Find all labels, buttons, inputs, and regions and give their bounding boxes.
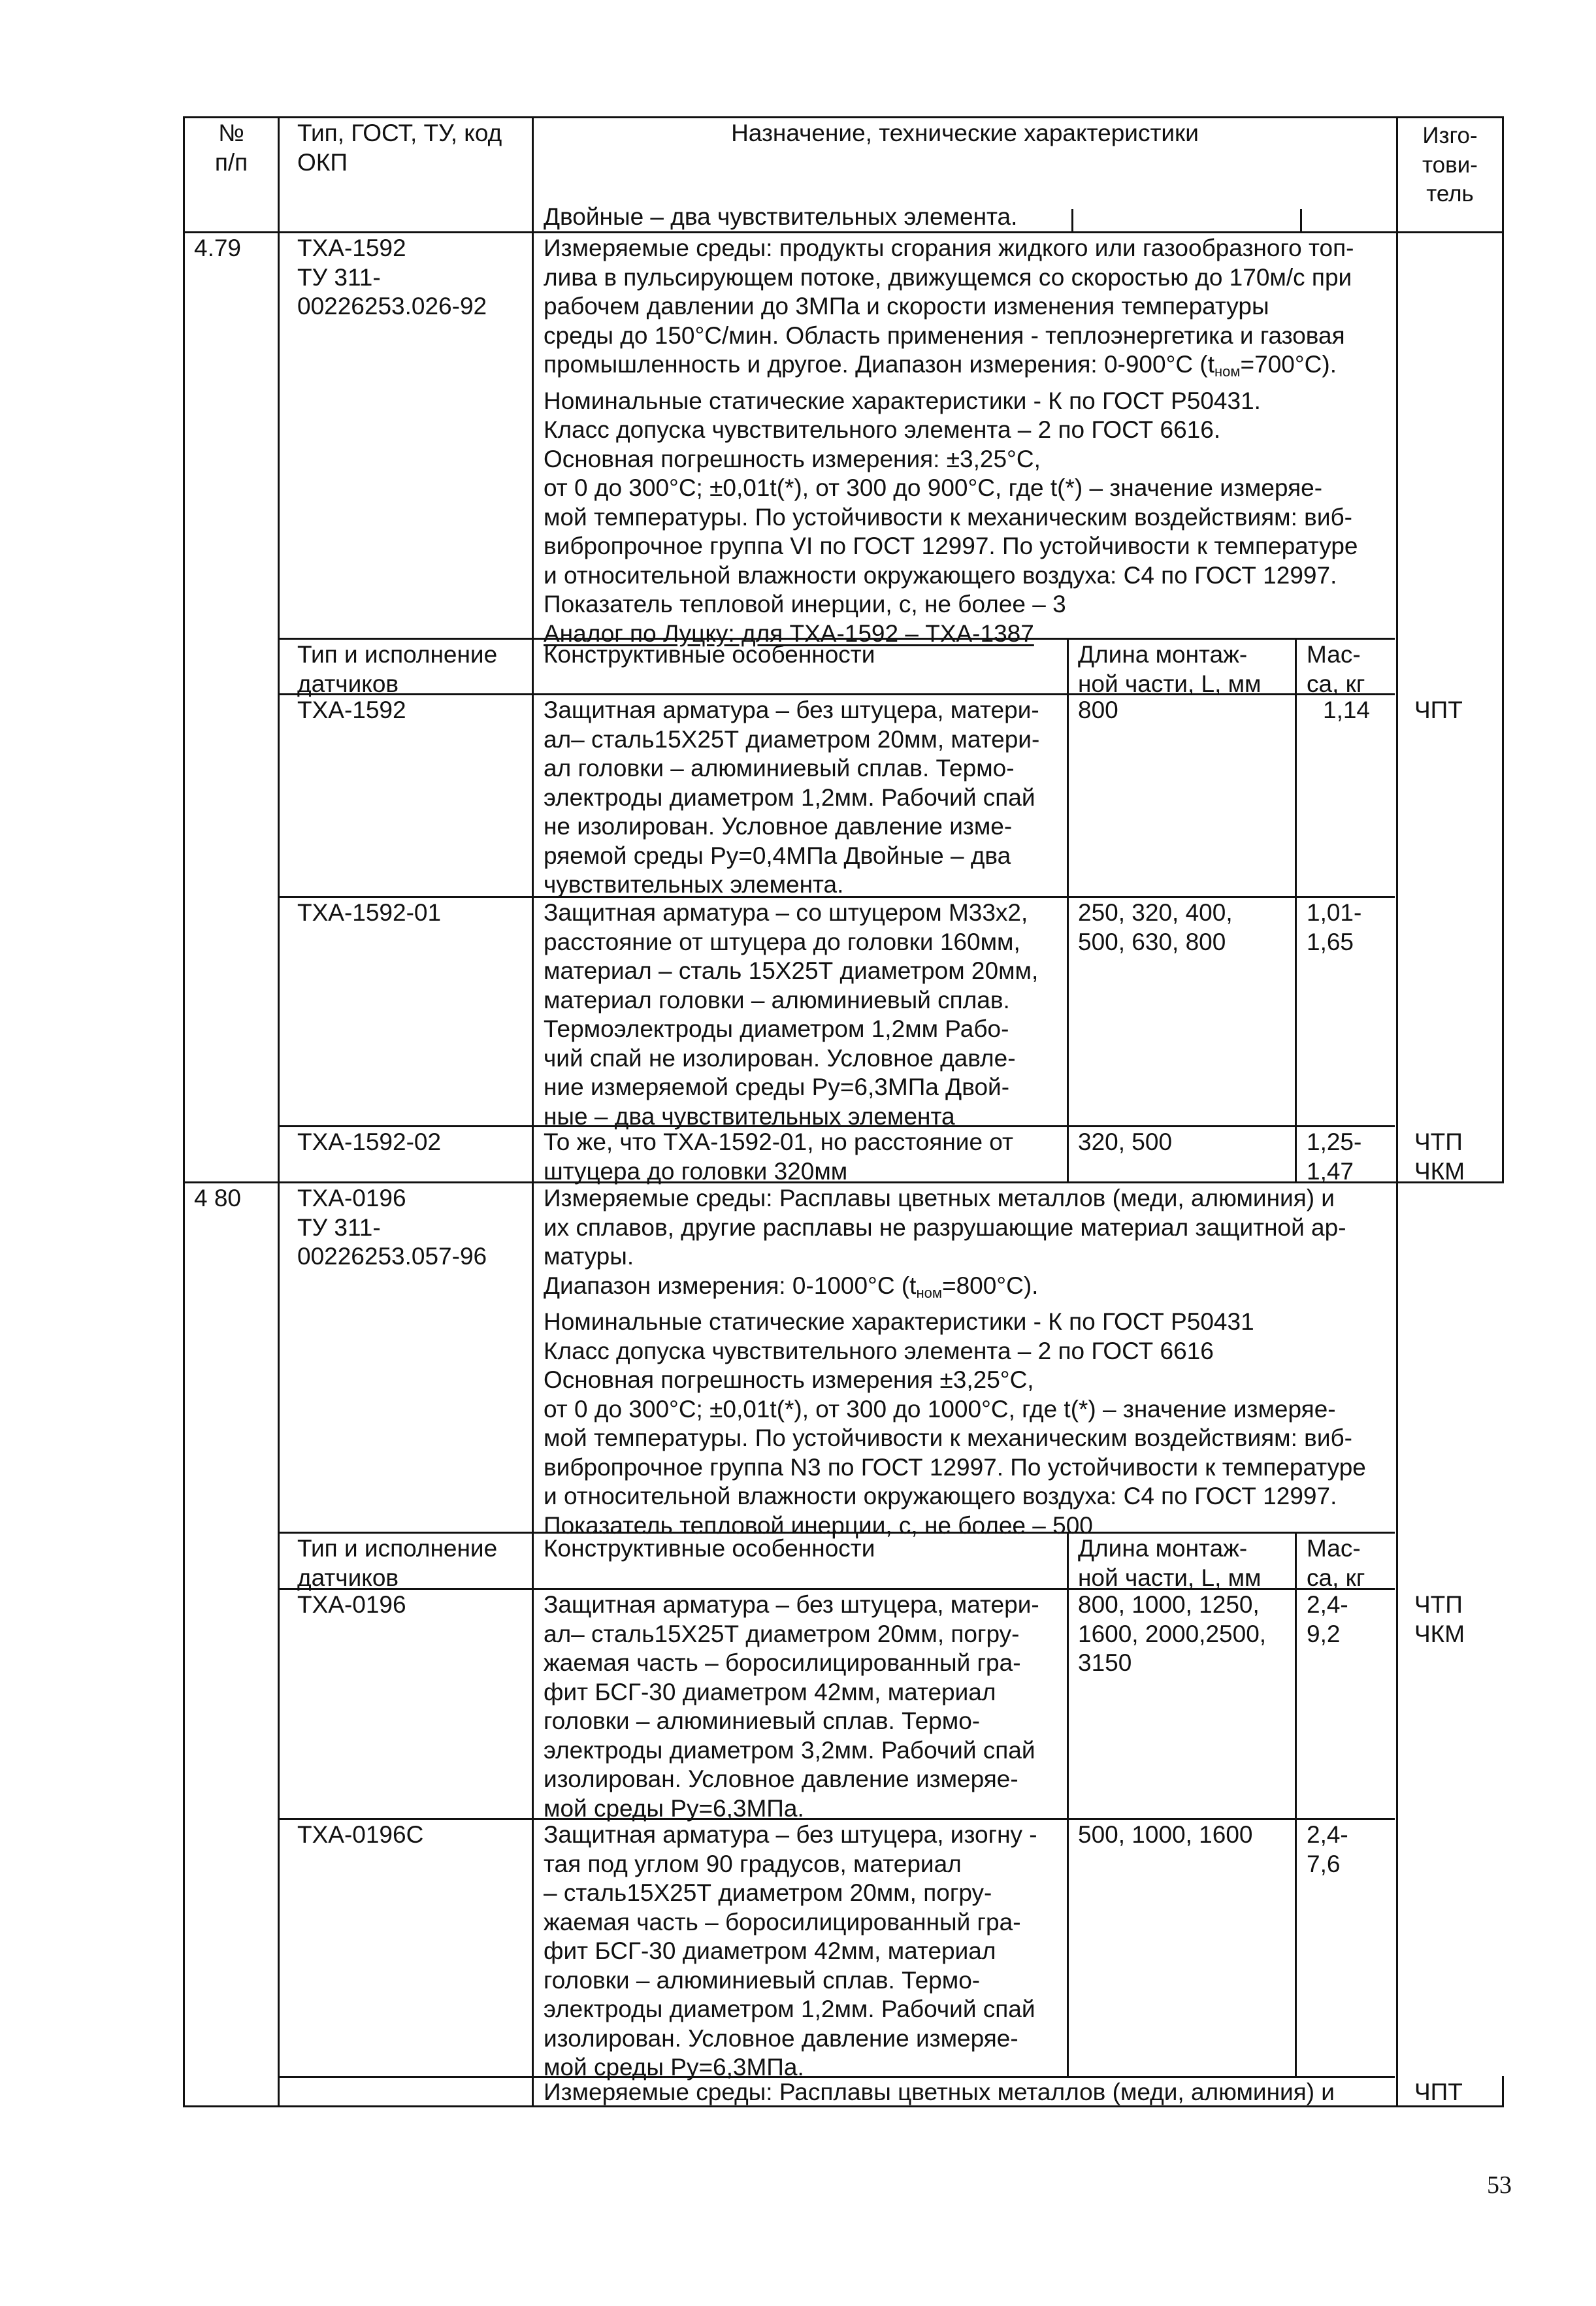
item-479-type: ТХА-1592 ТУ 311- 00226253.026-92: [297, 235, 487, 320]
item-480-number: 4 80: [194, 1185, 242, 1211]
variant-mass: 1,25- 1,47: [1307, 1128, 1362, 1185]
variant-name: ТХА-1592: [297, 697, 406, 723]
variant-mass: 2,4- 9,2: [1307, 1591, 1348, 1647]
variant-length: 320, 500: [1078, 1128, 1173, 1155]
subheader-type: Тип и исполнение датчиков: [297, 1535, 498, 1591]
subheader-mass: Мас- са, кг: [1307, 1535, 1365, 1591]
variant-name: ТХА-1592-01: [297, 899, 442, 926]
variant-length: 250, 320, 400, 500, 630, 800: [1078, 899, 1233, 955]
item-480-description: Измеряемые среды: Расплавы цветных металлов (меди, алюминия) и их сплавов, другие расплавы не разрушающие материал защитной ар- матуры. Диапазон измерения: 0-1000°С $(t_{ном}=800^\circ С)$. Номинальные статические характеристики - К по ГОСТ Р50431 Класс допуска чувствительного элемента – 2 по ГОСТ 6616 Основная погрешность измерения ±3,25°С, от 0 до 300°С; ±0,01t(*), от 300 до 1000°С, где t(*) – значение измеряе- мой температуры. По устойчивости к механическим воздействиям: виб- вибропрочное группа N3 по ГОСТ 12997. По устойчивости к температуре и относительной влажности окружающего воздуха: С4 по ГОСТ 12997. Показатель тепловой инерции, с, не более – 500: [544, 1185, 1366, 1539]
subheader-design: Конструктивные особенности: [544, 641, 875, 668]
variant-design: То же, что ТХА-1592-01, но расстояние от штуцера до головки 320мм: [544, 1128, 1014, 1185]
variant-name: ТХА-0196: [297, 1591, 406, 1618]
variant-length: 500, 1000, 1600: [1078, 1821, 1253, 1848]
variant-design: Защитная арматура – без штуцера, изогну - тая под углом 90 градусов, материал – сталь15Х25Т диаметром 20мм, погру- жаемая часть – боросилицированный гра- фит БСГ-30 диаметром 42мм, материал головки – алюминиевый сплав. Термо- электроды диаметром 1,2мм. Рабочий спай изолирован. Условное давление измеряе- мой среды Ру=6,3МПа.: [544, 1821, 1037, 2081]
subheader-type: Тип и исполнение датчиков: [297, 641, 498, 697]
item-479-number: 4.79: [194, 235, 242, 261]
variant-maker: ЧПТ: [1414, 697, 1463, 723]
header-purpose-note: Двойные – два чувствительных элемента.: [544, 203, 1018, 230]
variant-length: 800: [1078, 697, 1118, 723]
variant-maker: ЧТП ЧКМ: [1414, 1128, 1465, 1185]
variant-maker: ЧТП ЧКМ: [1414, 1591, 1465, 1647]
last-row-maker: ЧПТ: [1414, 2079, 1463, 2105]
header-purpose: Назначение, технические характеристики: [731, 120, 1199, 146]
subheader-length: Длина монтаж- ной части, L, мм: [1078, 1535, 1262, 1591]
variant-mass: 1,01- 1,65: [1307, 899, 1362, 955]
header-maker: Изго- тови- тель: [1422, 123, 1478, 206]
variant-name: ТХА-0196С: [297, 1821, 424, 1848]
variant-design: Защитная арматура – со штуцером М33х2, расстояние от штуцера до головки 160мм, материал – сталь 15Х25Т диаметром 20мм, материал головки – алюминиевый сплав. Термоэлектроды диаметром 1,2мм Рабо- чий спай не изолирован. Условное давле- ние измеряемой среды Ру=6,3МПа Двой- ные – два чувствительных элемента: [544, 899, 1039, 1130]
subheader-mass: Мас- са, кг: [1307, 641, 1365, 697]
subheader-length: Длина монтаж- ной части, L, мм: [1078, 641, 1262, 697]
variant-name: ТХА-1592-02: [297, 1128, 442, 1155]
header-type: Тип, ГОСТ, ТУ, код ОКП: [297, 120, 502, 176]
header-no: № п/п: [214, 120, 248, 176]
variant-design: Защитная арматура – без штуцера, матери- ал– сталь15Х25Т диаметром 20мм, матери- ал головки – алюминиевый сплав. Термо- электроды диаметром 1,2мм. Рабочий спай не изолирован. Условное давление изме- ряемой среды Ру=0,4МПа Двойные – два чувствительных элемента.: [544, 697, 1040, 898]
last-row-description: Измеряемые среды: Расплавы цветных металлов (меди, алюминия) и: [544, 2079, 1335, 2105]
page-number: 53: [1487, 2171, 1512, 2199]
item-479-description: Измеряемые среды: продукты сгорания жидкого или газообразного топ- лива в пульсирующем потоке, движущемся со скоростью до 170м/с при рабочем давлении до 3МПа и скорости изменения температуры среды до 150°С/мин. Область применения - теплоэнергетика и газовая промышленность и другое. Диапазон измерения: 0-900°С $(t_{ном}=700^\circ С)$. Номинальные статические характеристики - К по ГОСТ Р50431. Класс допуска чувствительного элемента – 2 по ГОСТ 6616. Основная погрешность измерения: ±3,25°С, от 0 до 300°С; ±0,01t(*), от 300 до 900°С, где t(*) – значение измеряе- мой температуры. По устойчивости к механическим воздействиям: виб- вибропрочное группа VI по ГОСТ 12997. По устойчивости к температуре и относительной влажности окружающего воздуха: С4 по ГОСТ 12997. Показатель тепловой инерции, с, не более – 3 Аналог по Луцку: для ТХА-1592 – ТХА-1387: [544, 235, 1358, 647]
variant-mass: 2,4- 7,6: [1307, 1821, 1348, 1877]
variant-mass: 1,14: [1323, 697, 1371, 723]
subheader-design: Конструктивные особенности: [544, 1535, 875, 1562]
variant-length: 800, 1000, 1250, 1600, 2000,2500, 3150: [1078, 1591, 1267, 1676]
item-480-type: ТХА-0196 ТУ 311- 00226253.057-96: [297, 1185, 487, 1270]
variant-design: Защитная арматура – без штуцера, матери- ал– сталь15Х25Т диаметром 20мм, погру- жаемая часть – боросилицированный гра- фит БСГ-30 диаметром 42мм, материал головки – алюминиевый сплав. Термо- электроды диаметром 3,2мм. Рабочий спай изолирован. Условное давление измеряе- мой среды Ру=6,3МПа.: [544, 1591, 1039, 1822]
